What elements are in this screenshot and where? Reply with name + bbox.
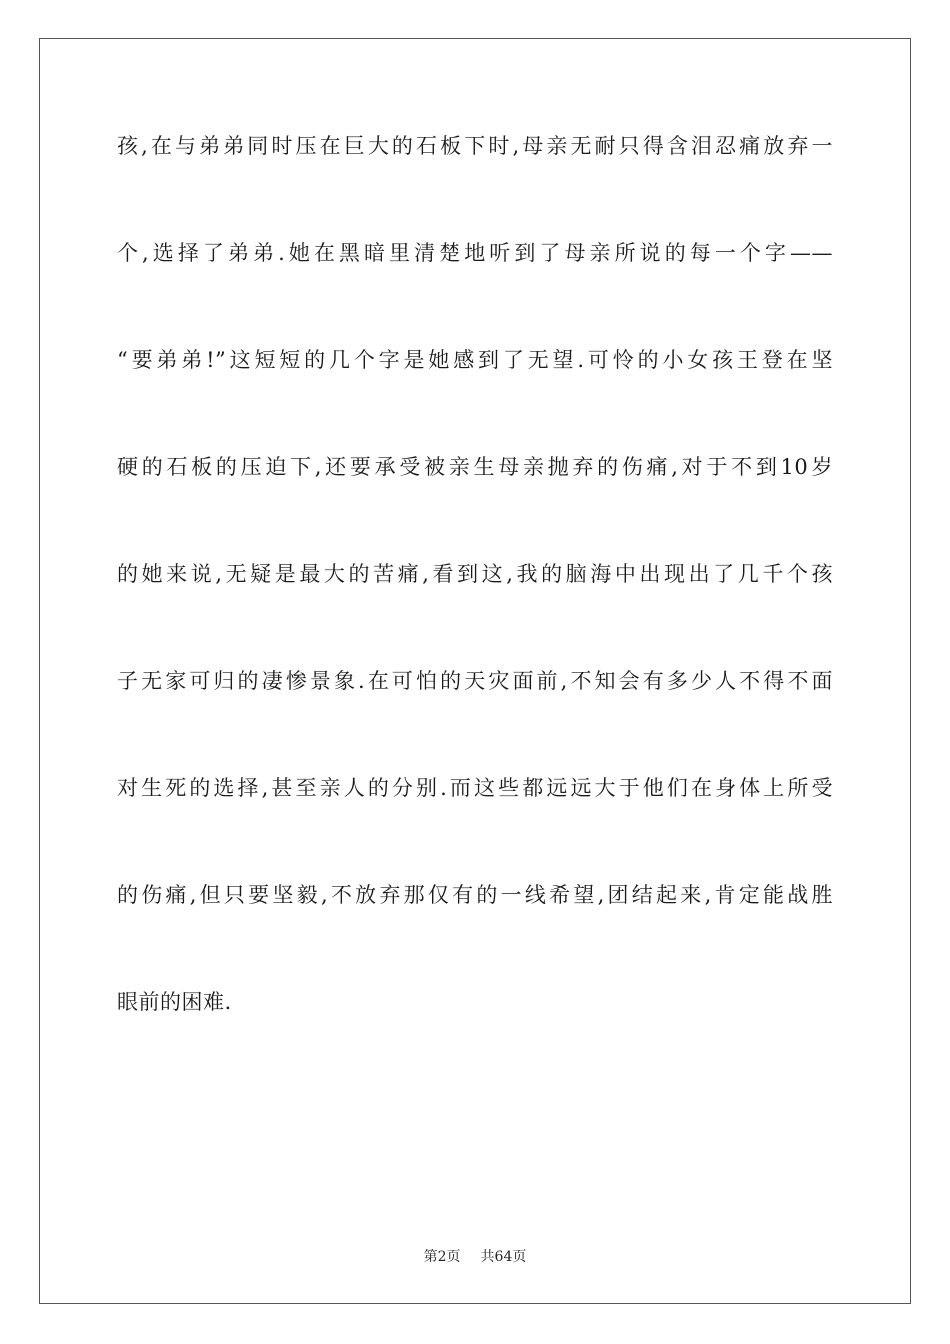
- text-line-5: 的她来说,无疑是最大的苦痛,看到这,我的脑海中出现出了几千个孩: [117, 562, 833, 586]
- text-line-4: 硬的石板的压迫下,还要承受被亲生母亲抛弃的伤痛,对于不到10岁: [117, 455, 833, 479]
- page-footer: [0, 1246, 950, 1266]
- text-line-9: 眼前的困难.: [117, 990, 232, 1014]
- text-line-8: 的伤痛,但只要坚毅,不放弃那仅有的一线希望,团结起来,肯定能战胜: [117, 883, 833, 907]
- body-text: [117, 126, 833, 1089]
- current-page-number: 第2页: [423, 1249, 461, 1265]
- text-line-2: 个,选择了弟弟.她在黑暗里清楚地听到了母亲所说的每一个字——: [117, 241, 833, 265]
- text-line-1: 孩,在与弟弟同时压在巨大的石板下时,母亲无耐只得含泪忍痛放弃一: [117, 134, 833, 158]
- text-line-3: “要弟弟!”这短短的几个字是她感到了无望.可怜的小女孩王登在坚: [117, 348, 833, 372]
- total-pages: 共64页: [480, 1249, 527, 1265]
- text-line-7: 对生死的选择,甚至亲人的分别.而这些都远远大于他们在身体上所受: [117, 776, 833, 800]
- text-line-6: 子无家可归的凄惨景象.在可怕的天灾面前,不知会有多少人不得不面: [117, 669, 833, 693]
